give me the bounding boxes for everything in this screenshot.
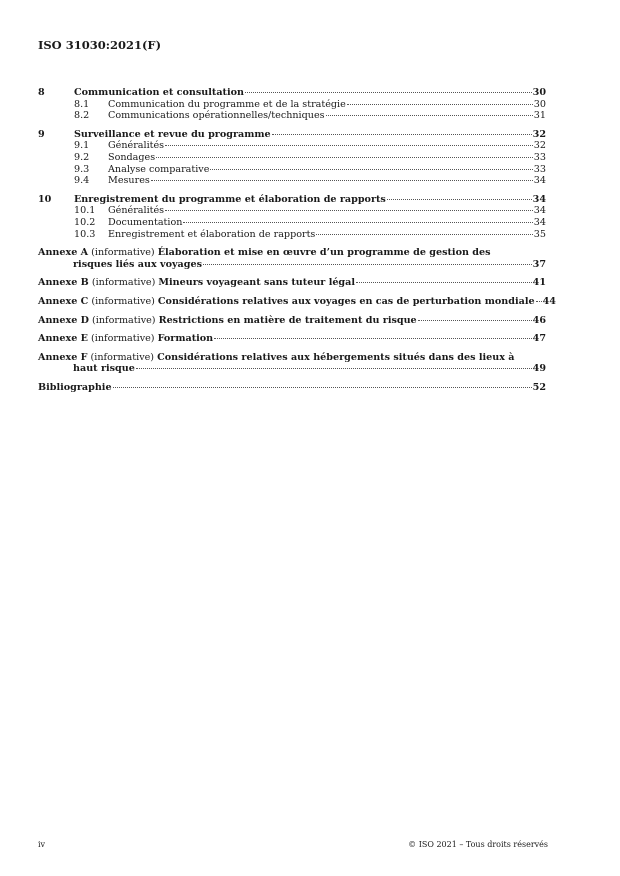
annex-type: (informative) <box>91 247 155 259</box>
page-number: 32 <box>532 128 546 140</box>
toc-annex-e[interactable] <box>38 333 546 345</box>
page-number: 34 <box>533 205 546 217</box>
toc-subsection-8-2[interactable] <box>38 110 546 122</box>
dot-leader <box>536 301 542 302</box>
toc-section-8[interactable] <box>38 87 546 99</box>
toc-subsection-9-3[interactable] <box>38 164 546 176</box>
dot-leader <box>113 387 532 388</box>
toc-annex-d[interactable] <box>38 315 546 327</box>
subsection-number: 10.3 <box>74 228 96 240</box>
toc-annex-f[interactable] <box>38 352 546 364</box>
page-number: 32 <box>533 140 546 152</box>
toc-subsection-10-2[interactable] <box>38 217 546 229</box>
subsection-title: Enregistrement et élaboration de rapports <box>108 228 316 240</box>
section-number: 8 <box>38 87 45 98</box>
annex-title: Restrictions en matière de traitement du risque <box>158 314 417 326</box>
annex-type: (informative) <box>91 295 155 307</box>
page-number: 46 <box>532 314 546 326</box>
toc-bibliography[interactable] <box>38 382 546 394</box>
toc-section-9[interactable] <box>38 129 546 141</box>
annex-title-line2: haut risque <box>73 363 135 375</box>
annex-type: (informative) <box>91 277 156 289</box>
subsection-number: 9.3 <box>74 163 90 175</box>
toc-subsection-9-1[interactable] <box>38 140 546 152</box>
subsection-title: Communications opérationnelles/techniques <box>108 110 325 122</box>
annex-title-line1: Considérations relatives aux hébergements situés dans des lieux à <box>157 351 515 363</box>
subsection-number: 8.2 <box>74 110 90 122</box>
annex-title: Formation <box>157 333 214 345</box>
footer-copyright: © ISO 2021 – Tous droits réservés <box>408 840 548 849</box>
page-number: 49 <box>532 363 546 375</box>
annex-label: Annexe E <box>38 333 88 345</box>
document-header: ISO 31030:2021(F) <box>38 38 162 52</box>
subsection-number: 9.2 <box>74 151 90 163</box>
annex-label: Annexe F <box>38 351 88 363</box>
page-number: 30 <box>532 87 546 98</box>
footer-page-number: iv <box>38 840 46 849</box>
annex-label: Annexe D <box>38 314 89 326</box>
annex-title-line1: Élaboration et mise en œuvre d’un programme de gestion des <box>157 247 491 259</box>
subsection-number: 10.2 <box>74 216 96 228</box>
dot-leader <box>214 338 531 339</box>
bibliography-title: Bibliographie <box>38 381 112 393</box>
subsection-title: Analyse comparative <box>108 163 210 175</box>
section-title: Communication et consultation <box>74 87 244 98</box>
dot-leader <box>183 222 532 223</box>
dot-leader <box>245 92 532 93</box>
toc-annex-b[interactable] <box>38 277 546 289</box>
dot-leader <box>272 134 532 135</box>
subsection-title: Communication du programme et de la stratégie <box>108 98 346 110</box>
dot-leader <box>316 234 532 235</box>
annex-type: (informative) <box>90 351 155 363</box>
annex-type: (informative) <box>92 314 156 326</box>
subsection-title: Documentation <box>108 216 183 228</box>
page-number: 34 <box>533 216 546 228</box>
page-number: 41 <box>532 277 546 289</box>
section-number: 9 <box>38 128 45 140</box>
dot-leader <box>387 199 532 200</box>
subsection-title: Sondages <box>108 151 156 163</box>
section-number: 10 <box>38 193 52 205</box>
annex-title: Considérations relatives aux voyages en cas de perturbation mondiale <box>157 295 535 307</box>
toc-subsection-10-1[interactable] <box>38 205 546 217</box>
page-number: 44 <box>542 295 556 307</box>
dot-leader <box>156 157 533 158</box>
page-number: 37 <box>532 258 546 270</box>
table-of-contents <box>38 87 556 393</box>
toc-annex-a[interactable] <box>38 247 546 259</box>
toc-annex-a-continuation[interactable] <box>38 259 546 271</box>
dot-leader <box>165 145 533 146</box>
annex-label: Annexe A <box>38 247 89 259</box>
page-number: 34 <box>532 193 546 205</box>
dot-leader <box>203 264 532 265</box>
subsection-number: 9.1 <box>74 140 90 152</box>
subsection-number: 10.1 <box>74 205 96 217</box>
page-number: 30 <box>533 98 546 110</box>
annex-label: Annexe B <box>38 277 89 289</box>
toc-annex-f-continuation[interactable] <box>38 363 546 375</box>
dot-leader <box>347 104 533 105</box>
toc-subsection-10-3[interactable] <box>38 229 546 241</box>
toc-subsection-8-1[interactable] <box>38 99 546 111</box>
dot-leader <box>151 180 533 181</box>
subsection-number: 8.1 <box>74 98 90 110</box>
toc-subsection-9-4[interactable] <box>38 175 546 187</box>
toc-subsection-9-2[interactable] <box>38 152 546 164</box>
page-number: 35 <box>533 228 546 240</box>
annex-label: Annexe C <box>38 295 89 307</box>
page-number: 33 <box>533 151 546 163</box>
toc-annex-c[interactable] <box>38 295 556 308</box>
page-number: 33 <box>533 163 546 175</box>
dot-leader <box>356 282 532 283</box>
page-number: 47 <box>532 333 546 345</box>
annex-title: Mineurs voyageant sans tuteur légal <box>158 277 356 289</box>
page-number: 34 <box>533 175 546 187</box>
dot-leader <box>210 169 532 170</box>
dot-leader <box>136 368 532 369</box>
annex-type: (informative) <box>91 333 155 345</box>
dot-leader <box>165 210 533 211</box>
annex-title-line2: risques liés aux voyages <box>73 258 202 270</box>
page-number: 52 <box>532 381 546 393</box>
subsection-title: Généralités <box>108 205 165 217</box>
toc-section-10[interactable] <box>38 194 546 206</box>
dot-leader <box>326 115 533 116</box>
page-number: 31 <box>533 110 546 122</box>
subsection-title: Mesures <box>108 175 150 187</box>
dot-leader <box>418 320 532 321</box>
subsection-number: 9.4 <box>74 175 90 187</box>
section-title: Surveillance et revue du programme <box>74 128 271 140</box>
section-title: Enregistrement du programme et élaboration de rapports <box>74 193 386 205</box>
subsection-title: Généralités <box>108 140 165 152</box>
